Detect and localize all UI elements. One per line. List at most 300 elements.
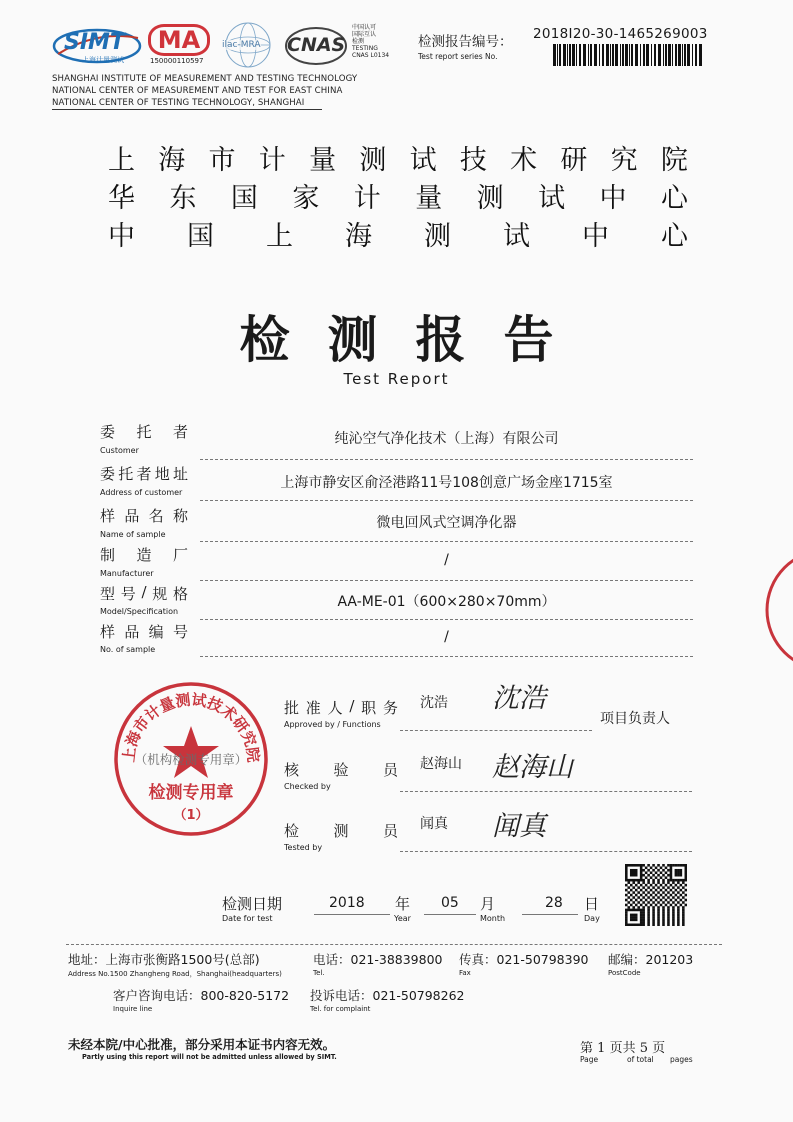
barcode-bar bbox=[665, 44, 667, 66]
cnas-logo bbox=[284, 24, 348, 68]
barcode-bar bbox=[615, 44, 618, 66]
institute-cn-line bbox=[108, 214, 688, 253]
field-underline bbox=[200, 500, 693, 501]
barcode-bar bbox=[675, 44, 677, 66]
qr-module bbox=[660, 884, 663, 887]
qr-module bbox=[682, 879, 685, 882]
label-char: 委 bbox=[100, 423, 116, 441]
edge-seal-fragment bbox=[757, 545, 793, 675]
qr-module bbox=[652, 874, 655, 877]
qr-module bbox=[667, 874, 670, 877]
label-char: 样 bbox=[100, 623, 116, 641]
qr-module bbox=[677, 914, 680, 917]
qr-module bbox=[645, 894, 648, 897]
qr-module bbox=[647, 896, 650, 899]
qr-code bbox=[625, 864, 687, 926]
month-en: Month bbox=[480, 914, 506, 923]
qr-module bbox=[672, 881, 675, 884]
institute-cn-char: 计 bbox=[353, 183, 381, 214]
qr-module bbox=[632, 881, 635, 884]
qr-module bbox=[672, 914, 675, 917]
qr-module bbox=[677, 909, 680, 912]
institute-cn-line bbox=[108, 176, 688, 215]
label-char: / bbox=[141, 583, 147, 601]
barcode-bar bbox=[678, 44, 681, 66]
qr-module bbox=[655, 889, 658, 892]
qr-module bbox=[667, 924, 670, 926]
qr-module bbox=[660, 866, 663, 869]
institute-cn-char: 市 bbox=[208, 145, 236, 176]
qr-module bbox=[630, 914, 633, 917]
institute-cn-char: 量 bbox=[309, 145, 337, 176]
qr-module bbox=[662, 909, 665, 912]
qr-module bbox=[642, 874, 645, 877]
qr-module bbox=[670, 876, 673, 879]
page-prefix: 第 bbox=[580, 1041, 594, 1056]
qr-module bbox=[635, 864, 638, 867]
sig-label-en: Approved by / Functions bbox=[284, 720, 381, 729]
qr-module bbox=[627, 924, 630, 926]
qr-module bbox=[672, 909, 675, 912]
qr-module bbox=[625, 904, 628, 907]
ilac-mra-text: ilac-MRA bbox=[222, 40, 261, 50]
qr-module bbox=[632, 891, 635, 894]
qr-module bbox=[647, 906, 650, 909]
qr-module bbox=[625, 874, 628, 877]
report-title: 检测报告 bbox=[239, 310, 592, 369]
sig-label-tested bbox=[284, 820, 398, 841]
barcode-bar bbox=[663, 44, 664, 66]
qr-module bbox=[677, 921, 680, 924]
barcode-bar bbox=[583, 44, 586, 66]
qr-module bbox=[630, 899, 633, 902]
ma-logo bbox=[146, 24, 212, 66]
label-char: 测 bbox=[333, 822, 349, 840]
qr-module bbox=[630, 909, 633, 912]
date-underline bbox=[424, 914, 476, 915]
qr-module bbox=[670, 884, 673, 887]
seal-outer-text: 上海市计量测试技术研究院 bbox=[119, 690, 263, 764]
qr-module bbox=[662, 906, 665, 909]
field-value-model: AA-ME-01（600×280×70mm） bbox=[337, 594, 556, 610]
qr-module bbox=[677, 879, 680, 882]
qr-module bbox=[675, 894, 678, 897]
qr-module bbox=[682, 896, 685, 899]
qr-module bbox=[652, 869, 655, 872]
qr-module bbox=[657, 901, 660, 904]
field-label-en: No. of sample bbox=[100, 645, 156, 654]
qr-module bbox=[630, 916, 633, 919]
institute-cn-char: 试 bbox=[409, 145, 437, 176]
qr-module bbox=[685, 884, 687, 887]
qr-module bbox=[650, 876, 653, 879]
field-underline bbox=[200, 580, 693, 581]
qr-module bbox=[645, 889, 648, 892]
qr-module bbox=[652, 919, 655, 922]
institute-cn-char: 量 bbox=[415, 183, 443, 214]
barcode-bar bbox=[599, 44, 600, 66]
barcode-bar bbox=[620, 44, 621, 66]
label-char: 员 bbox=[382, 822, 398, 840]
qr-module bbox=[677, 864, 680, 867]
qr-module bbox=[630, 864, 633, 867]
barcode-bar bbox=[692, 44, 693, 66]
qr-module bbox=[660, 889, 663, 892]
label-char: 型 bbox=[100, 585, 116, 603]
page-en-page: Page bbox=[580, 1055, 599, 1064]
report-no-label: 检测报告编号： bbox=[418, 34, 513, 50]
qr-module bbox=[680, 864, 683, 867]
qr-module bbox=[657, 921, 660, 924]
qr-module bbox=[672, 886, 675, 889]
field-label-address bbox=[100, 463, 188, 484]
field-value-address: 上海市静安区俞泾港路11号108创意广场金座1715室 bbox=[280, 475, 613, 491]
qr-module bbox=[647, 886, 650, 889]
qr-module bbox=[660, 894, 663, 897]
qr-module bbox=[672, 911, 675, 914]
qr-module bbox=[647, 864, 650, 867]
sig-handwriting-checked: 赵海山 bbox=[492, 752, 573, 783]
qr-module bbox=[685, 879, 687, 882]
qr-module bbox=[647, 869, 650, 872]
qr-module bbox=[682, 901, 685, 904]
qr-module bbox=[647, 919, 650, 922]
qr-module bbox=[677, 916, 680, 919]
qr-module bbox=[667, 921, 670, 924]
label-char: 务 bbox=[382, 699, 398, 717]
qr-module bbox=[682, 919, 685, 922]
qr-module bbox=[637, 901, 640, 904]
qr-module bbox=[657, 906, 660, 909]
qr-module bbox=[642, 924, 645, 926]
page-en-pages: pages bbox=[670, 1055, 693, 1064]
institute-cn-char: 家 bbox=[292, 183, 320, 214]
qr-module bbox=[665, 884, 668, 887]
ma-logo-text: MA bbox=[148, 24, 210, 56]
label-char: 托 bbox=[118, 465, 134, 483]
qr-module bbox=[647, 916, 650, 919]
qr-module bbox=[670, 879, 673, 882]
qr-module bbox=[640, 879, 643, 882]
qr-module bbox=[682, 891, 685, 894]
report-no-label-en: Test report series No. bbox=[418, 52, 498, 61]
field-label-customer bbox=[100, 421, 188, 442]
qr-module bbox=[655, 904, 658, 907]
qr-module bbox=[682, 909, 685, 912]
qr-module bbox=[657, 896, 660, 899]
barcode-bar bbox=[682, 44, 683, 66]
qr-module bbox=[680, 904, 683, 907]
label-char: 称 bbox=[172, 507, 188, 525]
institute-cn-char: 技 bbox=[459, 145, 487, 176]
label-char: 批 bbox=[284, 699, 300, 717]
qr-module bbox=[630, 919, 633, 922]
barcode bbox=[553, 44, 706, 66]
institute-cn-char: 测 bbox=[359, 145, 387, 176]
qr-module bbox=[682, 864, 685, 867]
footer-address-en: Address No.1500 Zhangheng Road，Shanghai(headquarters) bbox=[68, 970, 282, 978]
label-char: 名 bbox=[148, 507, 164, 525]
qr-module bbox=[640, 911, 643, 914]
qr-module bbox=[662, 919, 665, 922]
qr-module bbox=[660, 876, 663, 879]
qr-module bbox=[685, 874, 687, 877]
qr-module bbox=[662, 896, 665, 899]
qr-module bbox=[662, 924, 665, 926]
qr-module bbox=[630, 871, 633, 874]
qr-module bbox=[627, 864, 630, 867]
institute-cn-char: 试 bbox=[503, 221, 530, 252]
qr-module bbox=[677, 874, 680, 877]
qr-module bbox=[642, 906, 645, 909]
footer-address: 地址：上海市张衡路1500号(总部) bbox=[68, 952, 260, 967]
qr-module bbox=[660, 899, 663, 902]
label-char: / bbox=[349, 697, 355, 715]
qr-module bbox=[647, 914, 650, 917]
qr-module bbox=[642, 864, 645, 867]
institute-cn-char: 心 bbox=[661, 221, 688, 252]
qr-module bbox=[632, 919, 635, 922]
qr-module bbox=[635, 919, 638, 922]
qr-module bbox=[645, 876, 648, 879]
institute-cn-char: 院 bbox=[660, 145, 688, 176]
label-char: 职 bbox=[361, 699, 377, 717]
qr-module bbox=[650, 866, 653, 869]
qr-module bbox=[630, 869, 633, 872]
qr-module bbox=[680, 899, 683, 902]
barcode-bar bbox=[625, 44, 628, 66]
label-char: 核 bbox=[284, 761, 300, 779]
qr-module bbox=[685, 864, 687, 867]
qr-module bbox=[680, 879, 683, 882]
qr-module bbox=[655, 899, 658, 902]
label-char: 号 bbox=[120, 585, 136, 603]
barcode-bar bbox=[610, 44, 611, 66]
qr-module bbox=[630, 894, 633, 897]
qr-module bbox=[625, 879, 628, 882]
qr-module bbox=[645, 884, 648, 887]
notice-cn: 未经本院/中心批准，部分采用本证书内容无效。 bbox=[68, 1037, 336, 1052]
qr-module bbox=[625, 924, 628, 926]
institute-cn-char: 中 bbox=[582, 221, 609, 252]
qr-module bbox=[625, 914, 628, 917]
label-char: 人 bbox=[327, 699, 343, 717]
barcode-bar bbox=[699, 44, 702, 66]
qr-module bbox=[642, 914, 645, 917]
barcode-bar bbox=[557, 44, 558, 66]
cnas-caption-line: 检测 bbox=[352, 38, 365, 45]
qr-module bbox=[665, 876, 668, 879]
qr-module bbox=[682, 881, 685, 884]
date-underline bbox=[522, 914, 578, 915]
qr-module bbox=[657, 864, 660, 867]
cnas-caption-line: CNAS L0134 bbox=[352, 52, 390, 59]
sig-underline bbox=[400, 791, 692, 792]
qr-module bbox=[650, 884, 653, 887]
qr-module bbox=[637, 891, 640, 894]
barcode-bar bbox=[668, 44, 671, 66]
barcode-bar bbox=[695, 44, 697, 66]
qr-module bbox=[635, 909, 638, 912]
qr-module bbox=[662, 916, 665, 919]
label-char: 托 bbox=[136, 423, 152, 441]
cnas-logo-text: CNAS bbox=[287, 34, 346, 56]
label-char: 造 bbox=[136, 546, 152, 564]
barcode-bar bbox=[572, 44, 575, 66]
cnas-caption-line: 国际互认 bbox=[352, 31, 377, 38]
qr-module bbox=[670, 866, 673, 869]
qr-module bbox=[672, 921, 675, 924]
qr-module bbox=[640, 921, 643, 924]
qr-module bbox=[650, 871, 653, 874]
test-date-year: 2018 bbox=[329, 895, 365, 911]
qr-module bbox=[667, 911, 670, 914]
qr-module bbox=[645, 904, 648, 907]
qr-module bbox=[675, 899, 678, 902]
label-char: 号 bbox=[172, 623, 188, 641]
qr-module bbox=[652, 906, 655, 909]
qr-module bbox=[670, 874, 673, 877]
qr-module bbox=[627, 901, 630, 904]
sig-label-approved bbox=[284, 697, 398, 718]
qr-module bbox=[630, 924, 633, 926]
qr-module bbox=[637, 896, 640, 899]
qr-module bbox=[672, 879, 675, 882]
qr-module bbox=[640, 889, 643, 892]
qr-module bbox=[632, 909, 635, 912]
qr-module bbox=[657, 919, 660, 922]
label-char: 厂 bbox=[172, 546, 188, 564]
qr-module bbox=[677, 911, 680, 914]
qr-module bbox=[625, 871, 628, 874]
institute-cn-char: 测 bbox=[476, 183, 504, 214]
qr-module bbox=[647, 924, 650, 926]
qr-module bbox=[637, 864, 640, 867]
qr-module bbox=[632, 906, 635, 909]
barcode-bar bbox=[654, 44, 656, 66]
qr-module bbox=[642, 886, 645, 889]
qr-module bbox=[677, 881, 680, 884]
institute-cn-char: 东 bbox=[169, 183, 197, 214]
ma-code: 150000110597 bbox=[150, 57, 204, 65]
footer-inquire: 客户咨询电话：800-820-5172 bbox=[113, 988, 290, 1003]
footer-postcode-en: PostCode bbox=[608, 969, 641, 977]
qr-module bbox=[682, 916, 685, 919]
field-label-en: Address of customer bbox=[100, 488, 183, 497]
test-date-month: 05 bbox=[441, 895, 459, 911]
qr-module bbox=[680, 871, 683, 874]
sig-label-en: Checked by bbox=[284, 782, 331, 791]
qr-module bbox=[667, 916, 670, 919]
qr-module bbox=[677, 896, 680, 899]
qr-module bbox=[682, 924, 685, 926]
institute-en-line: SHANGHAI INSTITUTE OF MEASUREMENT AND TESTING TECHNOLOGY bbox=[52, 74, 358, 84]
qr-module bbox=[670, 899, 673, 902]
qr-module bbox=[672, 864, 675, 867]
qr-module bbox=[632, 896, 635, 899]
qr-module bbox=[635, 904, 638, 907]
test-date-label-en: Date for test bbox=[222, 914, 273, 923]
qr-module bbox=[675, 864, 678, 867]
qr-module bbox=[667, 909, 670, 912]
institute-cn-char: 国 bbox=[187, 221, 214, 252]
field-label-en: Name of sample bbox=[100, 530, 166, 539]
page-mid: 页共 bbox=[609, 1041, 636, 1056]
qr-module bbox=[640, 924, 643, 926]
seal-middle-text: （机构检测专用章） bbox=[134, 752, 248, 767]
qr-module bbox=[667, 864, 670, 867]
label-char: 制 bbox=[100, 546, 116, 564]
qr-module bbox=[637, 881, 640, 884]
qr-module bbox=[675, 904, 678, 907]
field-label-en: Customer bbox=[100, 446, 139, 455]
qr-module bbox=[630, 874, 633, 877]
seal-number: （1） bbox=[173, 808, 209, 823]
qr-module bbox=[650, 899, 653, 902]
sig-underline bbox=[400, 730, 592, 731]
qr-module bbox=[632, 871, 635, 874]
qr-module bbox=[640, 909, 643, 912]
barcode-bar bbox=[594, 44, 597, 66]
qr-module bbox=[640, 899, 643, 902]
barcode-bar bbox=[687, 44, 690, 66]
sig-name-tested: 闻真 bbox=[420, 816, 448, 832]
field-underline bbox=[200, 541, 693, 542]
qr-module bbox=[647, 879, 650, 882]
qr-module bbox=[632, 886, 635, 889]
qr-module bbox=[652, 881, 655, 884]
qr-module bbox=[647, 874, 650, 877]
qr-module bbox=[665, 871, 668, 874]
qr-module bbox=[685, 904, 687, 907]
qr-module bbox=[640, 874, 643, 877]
qr-module bbox=[667, 896, 670, 899]
barcode-bar bbox=[588, 44, 589, 66]
cnas-caption bbox=[352, 24, 389, 59]
qr-module bbox=[685, 866, 687, 869]
qr-module bbox=[627, 886, 630, 889]
qr-module bbox=[672, 919, 675, 922]
barcode-bar bbox=[651, 44, 652, 66]
day-cn: 日 bbox=[584, 895, 600, 913]
day-en: Day bbox=[584, 914, 600, 923]
qr-module bbox=[647, 901, 650, 904]
sig-label-checked bbox=[284, 759, 398, 780]
qr-module bbox=[675, 871, 678, 874]
qr-module bbox=[667, 879, 670, 882]
qr-module bbox=[625, 911, 628, 914]
barcode-bar bbox=[635, 44, 638, 66]
qr-module bbox=[662, 881, 665, 884]
barcode-bar bbox=[606, 44, 609, 66]
sig-label-en: Tested by bbox=[284, 843, 323, 852]
qr-module bbox=[652, 921, 655, 924]
barcode-bar bbox=[612, 44, 614, 66]
qr-module bbox=[677, 871, 680, 874]
qr-module bbox=[640, 864, 643, 867]
qr-module bbox=[682, 911, 685, 914]
qr-module bbox=[635, 899, 638, 902]
qr-module bbox=[640, 894, 643, 897]
qr-module bbox=[632, 916, 635, 919]
qr-module bbox=[625, 909, 628, 912]
qr-module bbox=[627, 906, 630, 909]
qr-module bbox=[625, 894, 628, 897]
institute-cn-char: 研 bbox=[560, 145, 588, 176]
page-current: 1 bbox=[597, 1041, 606, 1056]
qr-module bbox=[667, 869, 670, 872]
qr-module bbox=[635, 869, 638, 872]
